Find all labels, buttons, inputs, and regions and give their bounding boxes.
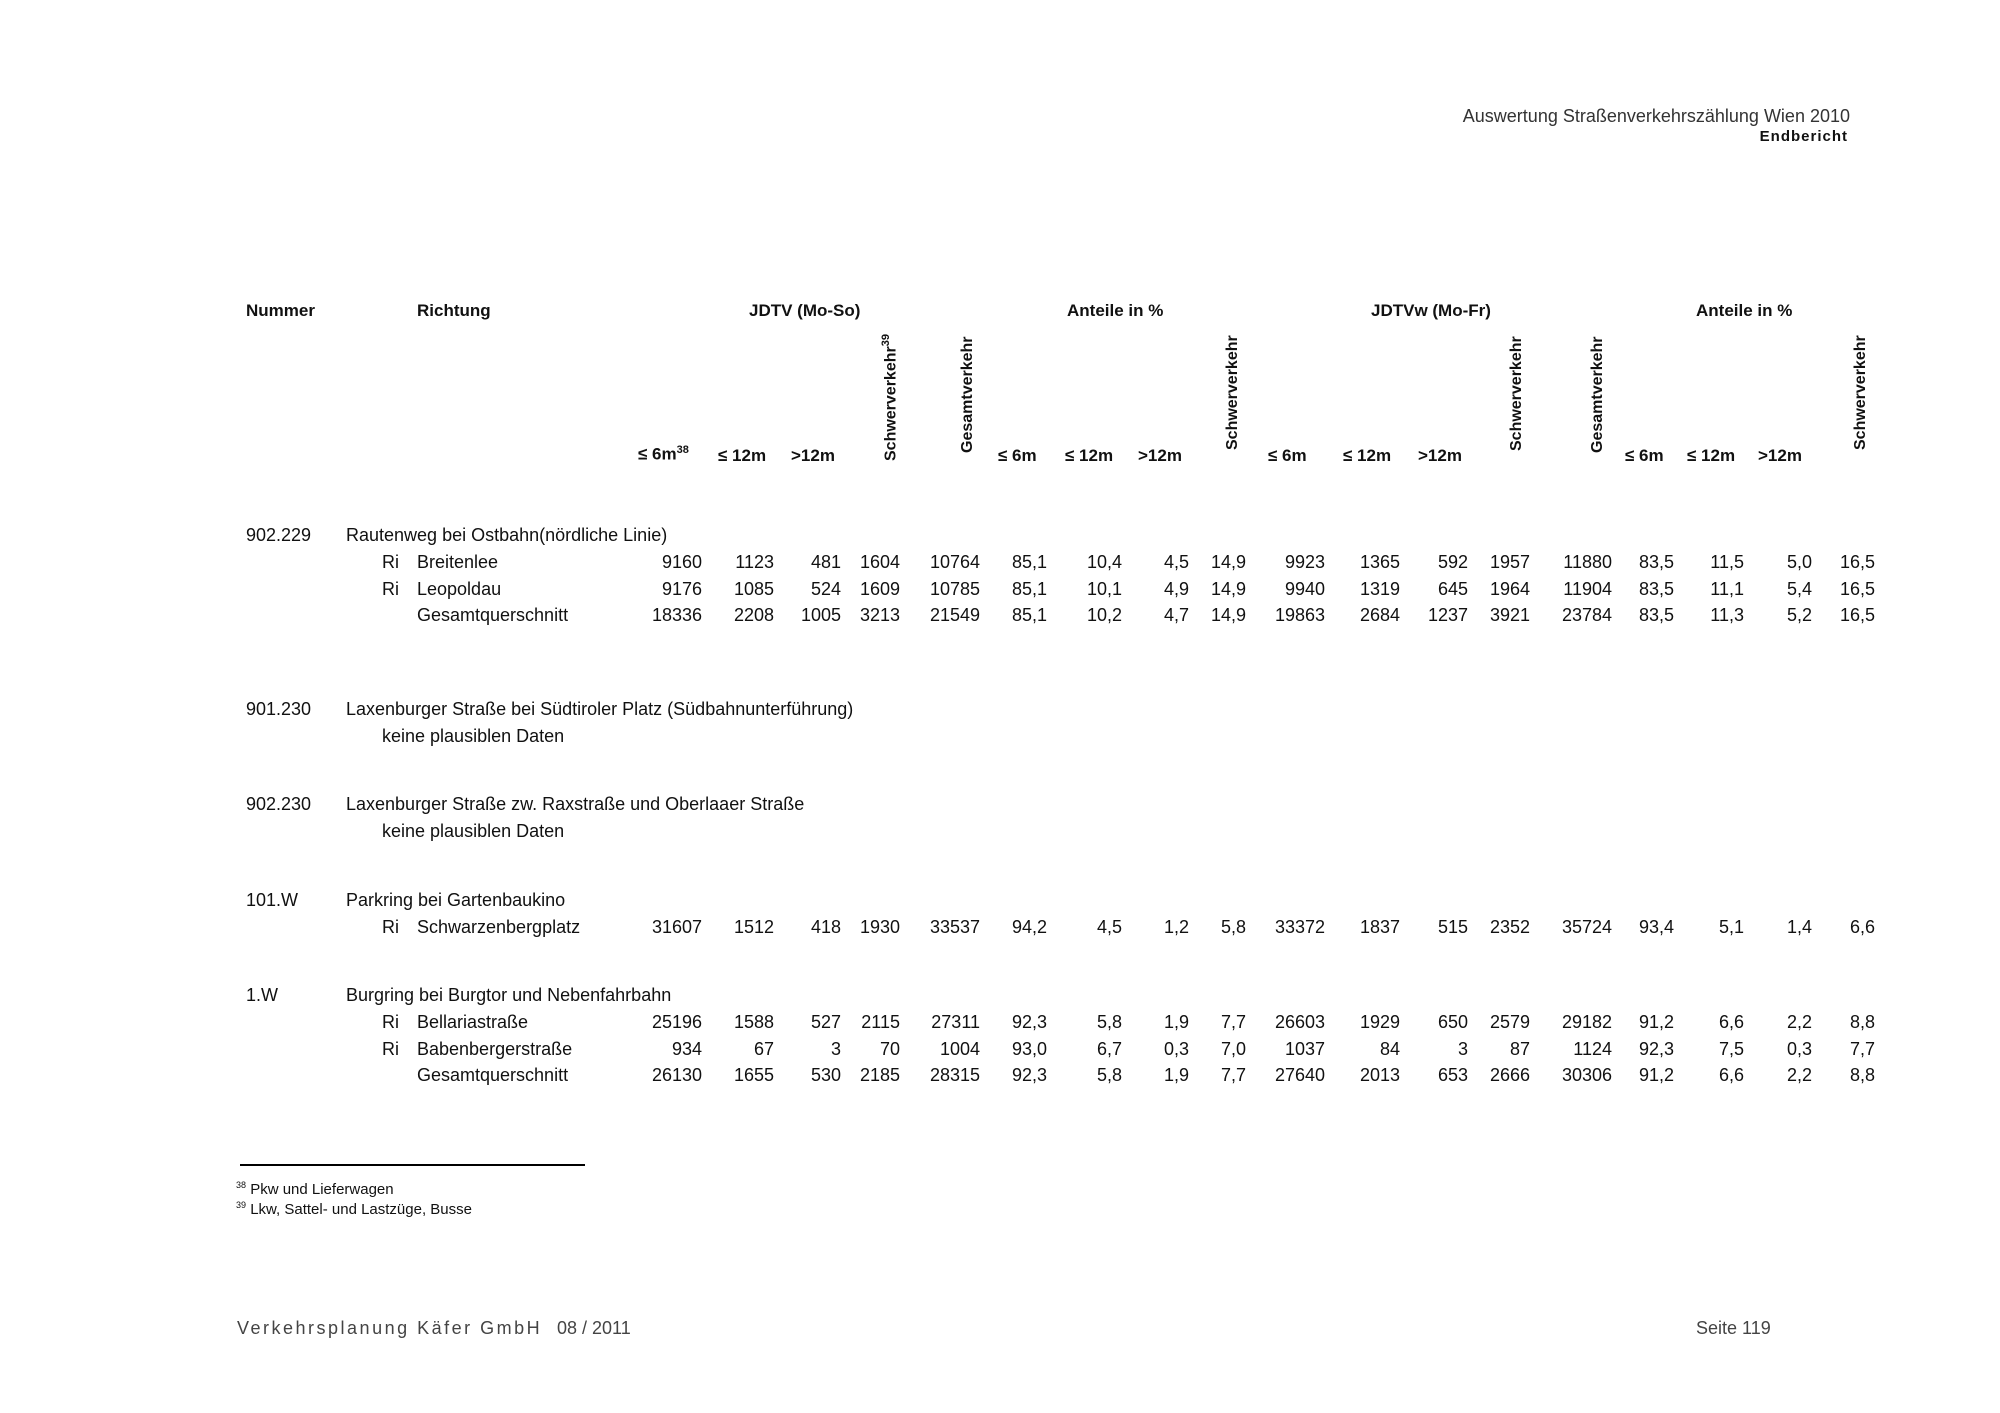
table-cell: 85,1	[1011, 578, 1047, 599]
footer-company: Verkehrsplanung Käfer GmbH	[237, 1318, 543, 1338]
table-cell: 2,2	[1786, 1065, 1812, 1086]
table-cell: 5,4	[1786, 578, 1812, 599]
table-cell: 5,2	[1786, 605, 1812, 626]
section-note: keine plausiblen Daten	[382, 820, 565, 841]
table-cell: 1,4	[1786, 916, 1812, 937]
table-cell: 0,3	[1786, 1038, 1812, 1059]
table-cell: 9940	[1284, 578, 1325, 599]
table-cell: 1037	[1284, 1038, 1325, 1059]
section-name: Laxenburger Straße bei Südtiroler Platz (Südbahnunterführung)	[346, 699, 854, 719]
table-cell: 92,3	[1638, 1038, 1674, 1059]
table-cell: 25196	[651, 1011, 702, 1032]
table-cell: 33537	[929, 916, 980, 937]
table-cell: 934	[671, 1038, 702, 1059]
table-cell: 7,7	[1220, 1065, 1246, 1086]
col-lt12m-jdtv: ≤ 12m	[718, 446, 767, 465]
table-cell: 3213	[859, 605, 900, 626]
footnote-39	[236, 1200, 472, 1218]
table-cell: 26130	[651, 1065, 702, 1086]
footer-page-number: Seite 119	[1696, 1318, 1771, 1338]
footnote-ref-39: 39	[880, 334, 892, 347]
col-anteile-1: Anteile in %	[1067, 301, 1164, 320]
table-cell: 3	[1457, 1038, 1468, 1059]
table-cell: 10,4	[1086, 551, 1122, 572]
table-cell: 1609	[859, 578, 900, 599]
table-cell: 1005	[800, 605, 841, 626]
table-cell: 1237	[1427, 605, 1468, 626]
table-cell: 70	[879, 1038, 900, 1059]
col-lt12m-anteile2: ≤ 12m	[1687, 446, 1736, 465]
table-cell: 14,9	[1210, 551, 1246, 572]
col-richtung: Richtung	[417, 301, 491, 320]
col-lt6m-anteile1: ≤ 6m	[998, 446, 1037, 465]
table-cell: 1,9	[1163, 1011, 1189, 1032]
table-cell: 527	[810, 1011, 841, 1032]
table-cell: 3921	[1489, 605, 1530, 626]
table-cell: 1837	[1359, 916, 1400, 937]
table-cell: 1655	[733, 1065, 774, 1086]
section-number: 902.229	[246, 525, 312, 545]
row-direction-prefix: Ri	[382, 578, 399, 599]
col-nummer: Nummer	[246, 301, 315, 320]
table-cell: 10764	[929, 551, 980, 572]
col-gesamtverkehr-1: Gesamtverkehr	[959, 336, 976, 453]
table-cell: 515	[1437, 916, 1468, 937]
table-cell: 530	[810, 1065, 841, 1086]
table-cell: 645	[1437, 578, 1468, 599]
col-jdtvw: JDTVw (Mo-Fr)	[1371, 301, 1491, 320]
section-name: Burgring bei Burgtor und Nebenfahrbahn	[346, 985, 672, 1005]
section-name: Parkring bei Gartenbaukino	[346, 890, 566, 910]
table-cell: 7,7	[1220, 1011, 1246, 1032]
table-cell: 7,5	[1718, 1038, 1744, 1059]
col-lt6m-jdtvw: ≤ 6m	[1268, 446, 1307, 465]
col-gt12m-anteile1: >12m	[1138, 446, 1182, 465]
row-label: Leopoldau	[417, 578, 502, 599]
table-cell: 21549	[929, 605, 980, 626]
table-cell: 93,4	[1638, 916, 1674, 937]
row-label: Gesamtquerschnitt	[417, 1065, 569, 1086]
table-cell: 5,8	[1096, 1011, 1122, 1032]
document-title: Auswertung Straßenverkehrszählung Wien 2010	[1462, 106, 1850, 126]
table-cell: 2,2	[1786, 1011, 1812, 1032]
section-number: 902.230	[246, 794, 312, 814]
table-cell: 11,5	[1710, 551, 1744, 572]
section-number: 901.230	[246, 699, 312, 719]
table-cell: 11904	[1563, 578, 1612, 599]
table-cell: 23784	[1561, 605, 1612, 626]
table-cell: 94,2	[1011, 916, 1047, 937]
table-cell: 0,3	[1163, 1038, 1189, 1059]
footnote-38-text: Pkw und Lieferwagen	[250, 1181, 394, 1198]
table-cell: 10,1	[1086, 578, 1122, 599]
table-cell: 85,1	[1011, 605, 1047, 626]
table-cell: 27640	[1274, 1065, 1325, 1086]
table-cell: 418	[810, 916, 841, 937]
table-cell: 524	[810, 578, 841, 599]
row-label: Gesamtquerschnitt	[417, 605, 569, 626]
table-cell: 29182	[1561, 1011, 1612, 1032]
table-cell: 7,0	[1220, 1038, 1246, 1059]
table-cell: 2115	[861, 1011, 900, 1032]
table-cell: 2666	[1489, 1065, 1530, 1086]
table-cell: 6,7	[1096, 1038, 1122, 1059]
col-jdtv: JDTV (Mo-So)	[749, 301, 861, 320]
col-schwerverkehr-3: Schwerverkehr	[1508, 336, 1525, 451]
table-cell: 14,9	[1210, 605, 1246, 626]
section-name: Rautenweg bei Ostbahn(nördliche Linie)	[346, 525, 668, 545]
row-direction-prefix: Ri	[382, 551, 399, 572]
table-cell: 1319	[1359, 578, 1400, 599]
footnote-separator	[240, 1164, 585, 1166]
col-gt12m-anteile2: >12m	[1758, 446, 1802, 465]
table-cell: 1365	[1359, 551, 1400, 572]
table-cell: 31607	[651, 916, 702, 937]
table-cell: 1588	[733, 1011, 774, 1032]
table-cell: 85,1	[1011, 551, 1047, 572]
table-cell: 6,6	[1849, 916, 1875, 937]
footnote-39-text: Lkw, Sattel- und Lastzüge, Busse	[250, 1201, 472, 1218]
section-name: Laxenburger Straße zw. Raxstraße und Oberlaaer Straße	[346, 794, 805, 814]
table-cell: 1004	[939, 1038, 980, 1059]
table-cell: 2208	[733, 605, 774, 626]
table-cell: 16,5	[1839, 551, 1875, 572]
footnote-ref-38: 38	[676, 444, 689, 456]
table-cell: 4,5	[1163, 551, 1189, 572]
row-label: Babenbergerstraße	[417, 1038, 573, 1059]
table-cell: 87	[1509, 1038, 1530, 1059]
table-cell: 3	[830, 1038, 841, 1059]
table-cell: 1124	[1573, 1038, 1612, 1059]
col-gesamtverkehr-2: Gesamtverkehr	[1589, 336, 1606, 453]
table-cell: 653	[1437, 1065, 1468, 1086]
table-cell: 1,9	[1163, 1065, 1189, 1086]
col-lt12m-jdtvw: ≤ 12m	[1343, 446, 1392, 465]
row-label: Schwarzenbergplatz	[417, 916, 581, 937]
table-cell: 6,6	[1718, 1065, 1744, 1086]
table-cell: 91,2	[1638, 1011, 1674, 1032]
table-cell: 4,7	[1163, 605, 1189, 626]
col-schwerverkehr-1-label: Schwerverkehr	[882, 346, 900, 461]
table-cell: 27311	[931, 1011, 980, 1032]
table-cell: 9160	[661, 551, 702, 572]
table-cell: 93,0	[1011, 1038, 1047, 1059]
table-cell: 33372	[1274, 916, 1325, 937]
table-cell: 2579	[1489, 1011, 1530, 1032]
table-cell: 16,5	[1839, 605, 1875, 626]
table-cell: 19863	[1274, 605, 1325, 626]
table-cell: 11,1	[1710, 578, 1744, 599]
footnote-38-number: 38	[236, 1180, 247, 1190]
table-cell: 4,5	[1096, 916, 1122, 937]
table-cell: 83,5	[1638, 605, 1674, 626]
col-schwerverkehr-4: Schwerverkehr	[1852, 335, 1869, 450]
table-cell: 592	[1437, 551, 1468, 572]
table-cell: 92,3	[1011, 1011, 1047, 1032]
table-cell: 67	[753, 1038, 774, 1059]
table-cell: 8,8	[1849, 1065, 1875, 1086]
table-cell: 11,3	[1710, 605, 1744, 626]
table-cell: 2013	[1359, 1065, 1400, 1086]
section-note: keine plausiblen Daten	[382, 725, 565, 746]
col-lt6m-anteile2: ≤ 6m	[1625, 446, 1664, 465]
table-cell: 1957	[1489, 551, 1530, 572]
section-number: 101.W	[246, 890, 299, 910]
row-label: Bellariastraße	[417, 1011, 529, 1032]
col-gt12m-jdtvw: >12m	[1418, 446, 1462, 465]
table-cell: 18336	[651, 605, 702, 626]
table-cell: 6,6	[1718, 1011, 1744, 1032]
section-number: 1.W	[246, 985, 279, 1005]
table-cell: 2352	[1489, 916, 1530, 937]
table-cell: 8,8	[1849, 1011, 1875, 1032]
table-cell: 30306	[1561, 1065, 1612, 1086]
col-lt6m-jdtv	[638, 444, 689, 465]
table-cell: 26603	[1274, 1011, 1325, 1032]
row-label: Breitenlee	[417, 551, 499, 572]
table-cell: 83,5	[1638, 578, 1674, 599]
table-cell: 2185	[859, 1065, 900, 1086]
table-cell: 481	[810, 551, 841, 572]
row-direction-prefix: Ri	[382, 916, 399, 937]
footer-date: 08 / 2011	[557, 1318, 631, 1338]
table-cell: 1085	[733, 578, 774, 599]
table-cell: 2684	[1359, 605, 1400, 626]
table-cell: 1929	[1359, 1011, 1400, 1032]
table-cell: 28315	[929, 1065, 980, 1086]
table-cell: 650	[1437, 1011, 1468, 1032]
document-subtitle: Endbericht	[1759, 128, 1848, 145]
table-cell: 91,2	[1638, 1065, 1674, 1086]
table-cell: 83,5	[1638, 551, 1674, 572]
table-cell: 7,7	[1849, 1038, 1875, 1059]
col-anteile-2: Anteile in %	[1696, 301, 1793, 320]
table-cell: 14,9	[1210, 578, 1246, 599]
footnote-39-number: 39	[236, 1200, 247, 1210]
table-cell: 35724	[1561, 916, 1612, 937]
table-cell: 1604	[859, 551, 900, 572]
table-cell: 1930	[859, 916, 900, 937]
table-cell: 9923	[1284, 551, 1325, 572]
table-cell: 5,1	[1718, 916, 1744, 937]
table-cell: 16,5	[1839, 578, 1875, 599]
col-lt12m-anteile1: ≤ 12m	[1065, 446, 1114, 465]
table-cell: 1512	[733, 916, 774, 937]
footnote-38	[236, 1180, 394, 1198]
table-cell: 5,8	[1220, 916, 1246, 937]
table-cell: 10785	[929, 578, 980, 599]
row-direction-prefix: Ri	[382, 1038, 399, 1059]
col-gt12m-jdtv: >12m	[791, 446, 835, 465]
col-schwerverkehr-2: Schwerverkehr	[1224, 335, 1241, 450]
table-cell: 1,2	[1163, 916, 1189, 937]
table-cell: 5,0	[1786, 551, 1812, 572]
table-cell: 1964	[1489, 578, 1530, 599]
table-cell: 5,8	[1096, 1065, 1122, 1086]
col-schwerverkehr-1	[880, 334, 900, 461]
col-lt6m-jdtv-label: ≤ 6m	[638, 444, 677, 464]
table-cell: 84	[1379, 1038, 1400, 1059]
row-direction-prefix: Ri	[382, 1011, 399, 1032]
table-cell: 4,9	[1163, 578, 1189, 599]
table-cell: 9176	[661, 578, 702, 599]
table-cell: 1123	[735, 551, 774, 572]
table-cell: 11880	[1563, 551, 1612, 572]
table-cell: 92,3	[1011, 1065, 1047, 1086]
table-cell: 10,2	[1086, 605, 1122, 626]
